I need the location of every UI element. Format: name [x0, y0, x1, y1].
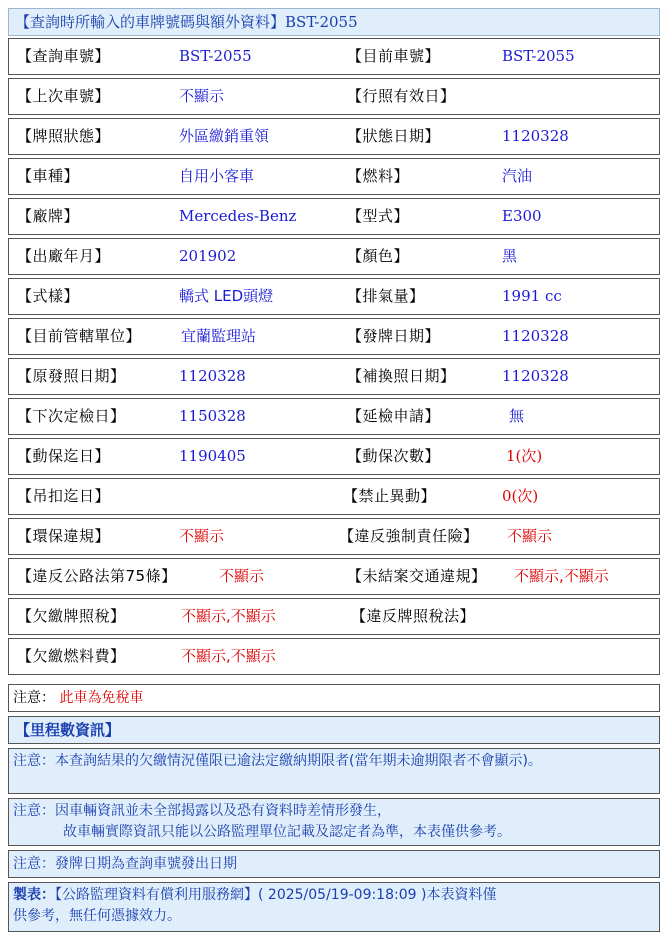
value-model: E300	[502, 207, 542, 225]
note-disclaimer-line1: 因車輛資訊並未全部揭露以及恐有資料時差情形發生，	[55, 803, 391, 819]
value-vehicle-type: 自用小客車	[179, 167, 255, 185]
report-header	[8, 8, 660, 36]
label-lien-count: 【動保次數】	[347, 447, 441, 465]
row-license-tax	[8, 598, 660, 635]
value-body-style: 轎式 LED頭燈	[179, 287, 274, 305]
tax-note-label: 注意：	[13, 690, 55, 706]
label-model: 【型式】	[347, 207, 410, 225]
value-original-license-date: 1120328	[179, 367, 246, 385]
row-suspension	[8, 478, 660, 515]
report-footer	[8, 882, 660, 932]
footer-source: 【公路監理資料有償利用服務網】	[55, 887, 258, 903]
label-body-style: 【式樣】	[17, 287, 80, 305]
value-highway-act-violation: 不顯示	[219, 567, 265, 585]
label-env-violation: 【環保違規】	[17, 527, 111, 545]
value-next-inspection: 1150328	[179, 407, 246, 425]
row-jurisdiction	[8, 318, 660, 355]
value-insurance-violation: 不顯示	[507, 527, 553, 545]
tax-exempt-note	[8, 684, 660, 712]
note-overdue-label: 注意：	[13, 753, 55, 769]
note-disclaimer-label: 注意：	[13, 803, 55, 819]
value-previous-plate: 不顯示	[179, 87, 225, 105]
note-issue-label: 注意：	[13, 856, 55, 872]
label-jurisdiction: 【目前管轄單位】	[17, 327, 142, 345]
row-violations-road	[8, 558, 660, 595]
value-reissue-date: 1120328	[502, 367, 569, 385]
value-query-plate: BST-2055	[179, 47, 252, 65]
row-plate-status	[8, 118, 660, 155]
label-highway-act-violation: 【違反公路法第75條】	[17, 567, 177, 585]
row-plate-query	[8, 38, 660, 75]
value-manufacture-date: 201902	[179, 247, 237, 265]
label-insurance-violation: 【違反強制責任險】	[339, 527, 479, 545]
label-previous-plate: 【上次車號】	[17, 87, 111, 105]
label-query-plate: 【查詢車號】	[17, 47, 111, 65]
label-plate-status: 【牌照狀態】	[17, 127, 111, 145]
value-color: 黑	[502, 247, 518, 265]
label-lien-expiry: 【動保迄日】	[17, 447, 111, 465]
label-original-license-date: 【原發照日期】	[17, 367, 126, 385]
note-overdue-text: 本查詢結果的欠繳情況僅限已逾法定繳納期限者(當年期未逾期限者不會顯示)。	[55, 753, 542, 769]
value-plate-status: 外區繳銷重領	[179, 127, 270, 145]
footer-line2: 供參考，無任何憑據效力。	[13, 908, 181, 924]
label-fuel: 【燃料】	[347, 167, 410, 185]
label-displacement: 【排氣量】	[347, 287, 425, 305]
value-issue-date: 1120328	[502, 327, 569, 345]
value-inspection-extension: 無	[509, 407, 525, 425]
row-violations-env	[8, 518, 660, 555]
label-issue-date: 【發牌日期】	[347, 327, 441, 345]
note-disclaimer	[8, 798, 660, 846]
value-fuel: 汽油	[502, 167, 533, 185]
label-license-tax-violation: 【違反牌照稅法】	[351, 607, 476, 625]
note-issue-date	[8, 850, 660, 878]
value-unpaid-fuel-fee: 不顯示,不顯示	[181, 647, 276, 665]
label-license-valid: 【行照有效日】	[347, 87, 456, 105]
value-env-violation: 不顯示	[179, 527, 225, 545]
report-title: 【查詢時所輸入的車牌號碼與額外資料】	[15, 13, 286, 31]
footer-label: 製表：	[13, 887, 55, 903]
value-current-plate: BST-2055	[502, 47, 575, 65]
tax-note-text: 此車為免稅車	[59, 690, 144, 706]
value-transfer-ban: 0(次)	[502, 487, 539, 505]
label-manufacture-date: 【出廠年月】	[17, 247, 111, 265]
value-unpaid-license-tax: 不顯示,不顯示	[181, 607, 276, 625]
note-disclaimer-line2: 故車輛實際資訊只能以公路監理單位記載及認定者為準，本表僅供參考。	[63, 824, 511, 840]
label-unpaid-fuel-fee: 【欠繳燃料費】	[17, 647, 126, 665]
note-issue-text: 發牌日期為查詢車號發出日期	[55, 856, 237, 872]
footer-timestamp: ( 2025/05/19-09:18:09 )	[258, 887, 427, 903]
label-next-inspection: 【下次定檢日】	[17, 407, 126, 425]
row-next-inspection	[8, 398, 660, 435]
value-brand: Mercedes-Benz	[179, 207, 297, 225]
row-manufacture-date	[8, 238, 660, 275]
value-status-date: 1120328	[502, 127, 569, 145]
label-brand: 【廠牌】	[17, 207, 80, 225]
row-fuel-fee	[8, 638, 660, 675]
label-color: 【顏色】	[347, 247, 410, 265]
label-open-traffic-violation: 【未結案交通違規】	[347, 567, 487, 585]
label-vehicle-type: 【車種】	[17, 167, 80, 185]
note-overdue	[8, 748, 660, 794]
row-previous-plate	[8, 78, 660, 115]
label-current-plate: 【目前車號】	[347, 47, 441, 65]
value-open-traffic-violation: 不顯示,不顯示	[514, 567, 609, 585]
row-vehicle-type	[8, 158, 660, 195]
footer-tail: 本表資料僅	[426, 887, 497, 903]
label-inspection-extension: 【延檢申請】	[347, 407, 441, 425]
label-unpaid-license-tax: 【欠繳牌照稅】	[17, 607, 126, 625]
row-lien-expiry	[8, 438, 660, 475]
value-lien-count: 1(次)	[506, 447, 543, 465]
label-reissue-date: 【補換照日期】	[347, 367, 456, 385]
row-body-style	[8, 278, 660, 315]
row-brand	[8, 198, 660, 235]
label-transfer-ban: 【禁止異動】	[343, 487, 437, 505]
row-original-license	[8, 358, 660, 395]
value-lien-expiry: 1190405	[179, 447, 246, 465]
label-status-date: 【狀態日期】	[347, 127, 441, 145]
mileage-section-title: 【里程數資訊】	[8, 716, 660, 744]
value-displacement: 1991 cc	[502, 287, 562, 305]
value-jurisdiction: 宜蘭監理站	[181, 327, 257, 345]
report-plate: BST-2055	[285, 13, 358, 31]
label-suspension-expiry: 【吊扣迄日】	[17, 487, 111, 505]
